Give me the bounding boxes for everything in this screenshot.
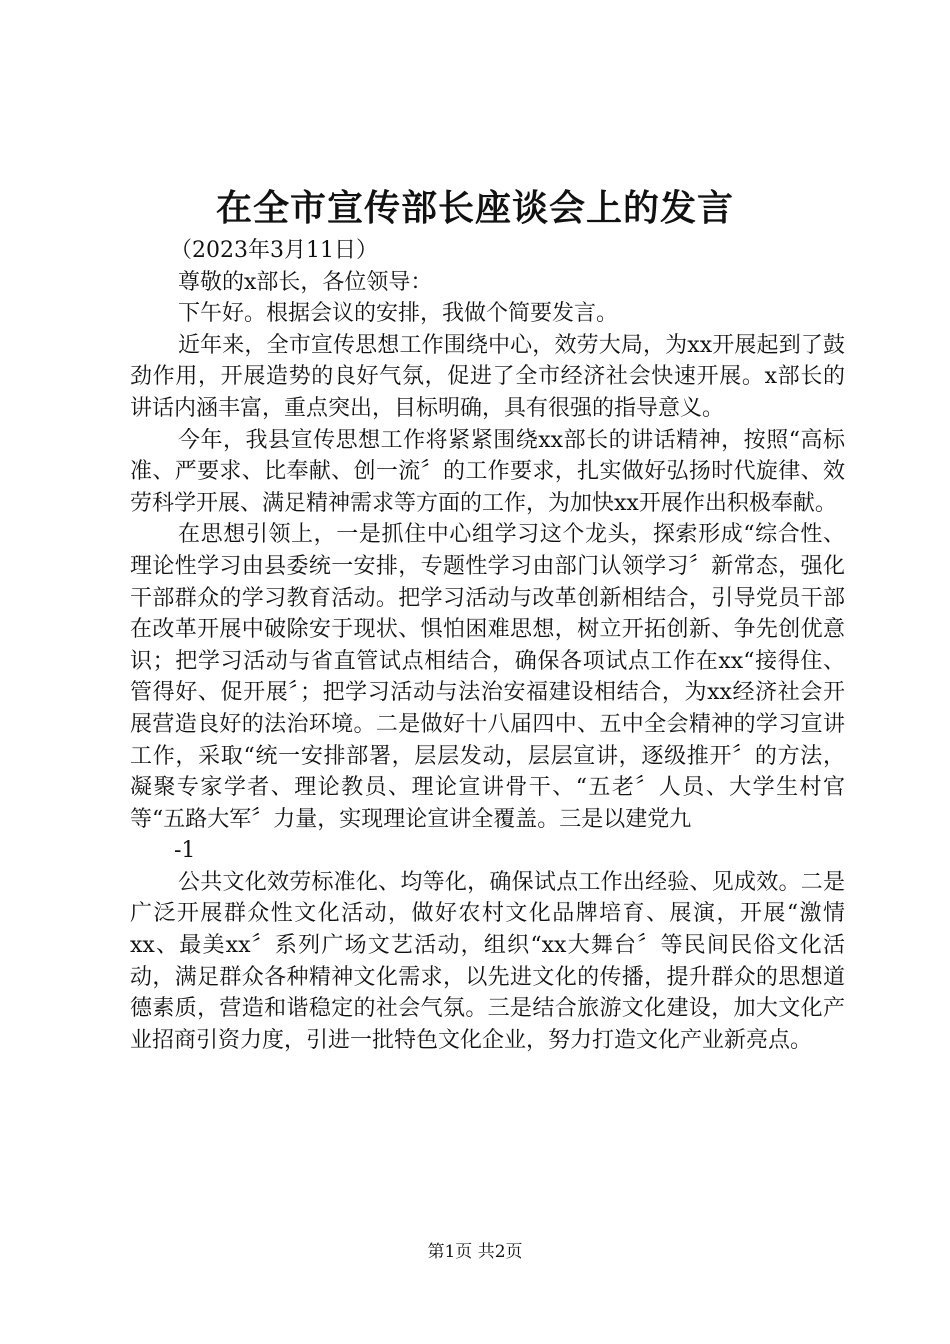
page-footer: 第1页 共2页 xyxy=(427,1242,523,1262)
salutation: 尊敬的x部长，各位领导： xyxy=(178,269,433,295)
paragraph-this-year: 今年，我县宣传思想工作将紧紧围绕xx部长的讲话精神，按照“高标准、严要求、比奉献、创一流〞的工作要求，扎实做好弘扬时代旋律、效劳科学开展、满足精神需求等方面的工作，为加快xx开展作出积极奉献。 xyxy=(130,427,845,516)
paragraph-greeting: 下午好。根据会议的安排，我做个简要发言。 xyxy=(178,301,619,327)
paragraph-continuation: 公共文化效劳标准化、均等化，确保试点工作出经验、见成效。二是广泛开展群众性文化活动，做好农村文化品牌培育、展演，开展“激情xx、最美xx〞系列广场文艺活动，组织“xx大舞台〞等民间民俗文化活动，满足群众各种精神文化需求，以先进文化的传播，提升群众的思想道德素质，营造和谐稳定的社会气氛。三是结合旅游文化建设，加大文化产业招商引资力度，引进一批特色文化企业，努力打造文化产业新亮点。 xyxy=(130,869,845,1053)
document-title: 在全市宣传部长座谈会上的发言 xyxy=(215,187,734,229)
document-body xyxy=(130,235,845,1056)
speech-date: （2023年3月11日） xyxy=(170,238,378,263)
paragraph-recent-years: 近年来，全市宣传思想工作围绕中心，效劳大局，为xx开展起到了鼓劲作用，开展造势的良好气氛，促进了全市经济社会快速开展。x部长的讲话内涵丰富，重点突出，目标明确，具有很强的指导意义。 xyxy=(130,332,845,421)
paragraph-ideological-guidance: 在思想引领上，一是抓住中心组学习这个龙头，探索形成“综合性、理论性学习由县委统一安排，专题性学习由部门认领学习〞新常态，强化干部群众的学习教育活动。把学习活动与改革创新相结合，引导党员干部在改革开展中破除安于现状、惧怕困难思想，树立开拓创新、争先创优意识；把学习活动与省直管试点相结合，确保各项试点工作在xx“接得住、管得好、促开展〞；把学习活动与法治安福建设相结合，为xx经济社会开展营造良好的法治环境。二是做好十八届四中、五中全会精神的学习宣讲工作，采取“统一安排部署，层层发动，层层宣讲，逐级推开〞的方法，凝聚专家学者、理论教员、理论宣讲骨干、“五老〞人员、大学生村官等“五路大军〞力量，实现理论宣讲全覆盖。三是以建党九 xyxy=(130,522,845,832)
page-marker: -1 xyxy=(174,838,196,864)
